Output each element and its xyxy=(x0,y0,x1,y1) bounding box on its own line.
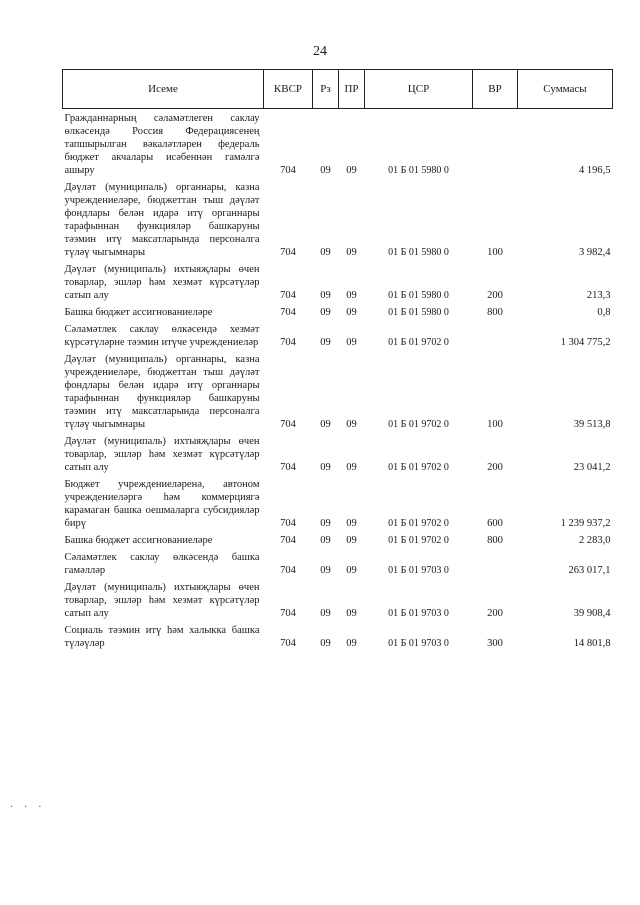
table-row xyxy=(63,578,613,621)
cell-rz: 09 xyxy=(320,608,331,619)
cell-vr: 200 xyxy=(487,462,503,473)
cell-kvsr: 704 xyxy=(280,165,296,176)
cell-name: Сәламәтлек саклау өлкәсендә башка гамәлләр xyxy=(64,552,260,576)
cell-vr: 800 xyxy=(487,535,503,546)
cell-kvsr: 704 xyxy=(280,290,296,301)
cell-rz: 09 xyxy=(320,518,331,529)
cell-pr: 09 xyxy=(346,307,357,318)
cell-kvsr: 704 xyxy=(280,565,296,576)
cell-name: Гражданнарның сәламәтлеген саклау өлкәсендә Россия Федерациясенең тапшырылган вәкаләтләрен федераль бюджет акчалары исәбеннән гамәлгә ашыру xyxy=(64,113,260,176)
header-name: Исеме xyxy=(63,70,264,109)
cell-sum: 3 982,4 xyxy=(579,247,611,258)
cell-csr: 01 Б 01 9702 0 xyxy=(388,535,449,546)
cell-name: Дәүләт (муниципаль) ихтыяҗлары өчен товарлар, эшләр һәм хезмәт күрсәтүләр сатып алу xyxy=(64,264,260,301)
page-number: 24 xyxy=(313,44,327,59)
cell-name: Дәүләт (муниципаль) органнары, казна учреждениеләре, бюджеттан тыш дәүләт фондлары белән идарә итү органнары тарафыннан функцияләр башкаруны тәэмин итү максатларында персоналга түләү чыгымнары xyxy=(64,182,260,258)
table-row xyxy=(63,432,613,475)
table-row xyxy=(63,350,613,432)
cell-vr: 100 xyxy=(487,419,503,430)
table-row xyxy=(63,178,613,260)
cell-vr: 200 xyxy=(487,290,503,301)
table-row xyxy=(63,475,613,531)
cell-vr xyxy=(473,109,518,179)
cell-rz: 09 xyxy=(320,165,331,176)
cell-kvsr: 704 xyxy=(280,247,296,258)
cell-rz: 09 xyxy=(320,337,331,348)
cell-sum: 39 513,8 xyxy=(573,419,611,430)
cell-sum: 4 196,5 xyxy=(579,165,611,176)
cell-csr: 01 Б 01 5980 0 xyxy=(388,307,449,318)
cell-csr: 01 Б 01 9702 0 xyxy=(388,518,449,529)
cell-pr: 09 xyxy=(346,462,357,473)
table-header xyxy=(63,70,613,109)
cell-rz: 09 xyxy=(320,290,331,301)
cell-pr: 09 xyxy=(346,608,357,619)
header-sum: Суммасы xyxy=(518,70,613,109)
cell-rz: 09 xyxy=(320,462,331,473)
cell-csr: 01 Б 01 9703 0 xyxy=(388,608,449,619)
cell-kvsr: 704 xyxy=(280,462,296,473)
cell-sum: 1 239 937,2 xyxy=(560,518,611,529)
cell-sum: 2 283,0 xyxy=(579,535,611,546)
cell-rz: 09 xyxy=(320,307,331,318)
cell-pr: 09 xyxy=(346,518,357,529)
header-vr: ВР xyxy=(473,70,518,109)
cell-csr: 01 Б 01 5980 0 xyxy=(388,247,449,258)
cell-sum: 0,8 xyxy=(597,307,611,318)
table-body xyxy=(63,109,613,652)
cell-pr: 09 xyxy=(346,247,357,258)
table-row xyxy=(63,303,613,320)
cell-name: Бюджет учреждениеләренә, автоном учреждениеләргә һәм коммерциягә карамаган башка оешмаларга субсидияләр бирү xyxy=(64,479,260,529)
cell-csr: 01 Б 01 9702 0 xyxy=(388,337,449,348)
table-row xyxy=(63,109,613,179)
cell-kvsr: 704 xyxy=(280,638,296,649)
scan-margin-mark: . . . xyxy=(10,798,44,810)
cell-sum: 1 304 775,2 xyxy=(560,337,611,348)
cell-pr: 09 xyxy=(346,535,357,546)
header-kvsr: КВСР xyxy=(264,70,313,109)
cell-csr: 01 Б 01 9702 0 xyxy=(388,419,449,430)
table-row xyxy=(63,531,613,548)
cell-csr: 01 Б 01 5980 0 xyxy=(388,290,449,301)
cell-name: Башка бюджет ассигнованиеләре xyxy=(64,307,213,318)
cell-rz: 09 xyxy=(320,419,331,430)
cell-sum: 263 017,1 xyxy=(568,565,611,576)
cell-kvsr: 704 xyxy=(280,535,296,546)
cell-name: Дәүләт (муниципаль) ихтыяҗлары өчен товарлар, эшләр һәм хезмәт күрсәтүләр сатып алу xyxy=(64,582,260,619)
cell-pr: 09 xyxy=(346,638,357,649)
header-pr: ПР xyxy=(339,70,365,109)
cell-pr: 09 xyxy=(346,419,357,430)
cell-rz: 09 xyxy=(320,565,331,576)
cell-sum: 39 908,4 xyxy=(573,608,611,619)
cell-pr: 09 xyxy=(346,337,357,348)
cell-vr: 200 xyxy=(487,608,503,619)
cell-vr: 600 xyxy=(487,518,503,529)
cell-vr xyxy=(473,320,518,350)
cell-kvsr: 704 xyxy=(280,518,296,529)
cell-csr: 01 Б 01 9703 0 xyxy=(388,565,449,576)
cell-vr: 800 xyxy=(487,307,503,318)
cell-name: Сәламәтлек саклау өлкәсендә хезмәт күрсәтүләрне тәэмин итүче учреждениеләр xyxy=(64,324,260,348)
cell-vr xyxy=(473,548,518,578)
header-rz: Рз xyxy=(313,70,339,109)
cell-kvsr: 704 xyxy=(280,337,296,348)
table-row xyxy=(63,621,613,651)
cell-sum: 23 041,2 xyxy=(573,462,611,473)
cell-name: Башка бюджет ассигнованиеләре xyxy=(64,535,213,546)
table-row xyxy=(63,260,613,303)
table-row xyxy=(63,320,613,350)
cell-pr: 09 xyxy=(346,290,357,301)
cell-name: Социаль тәэмин итү һәм халыкка башка түләүләр xyxy=(64,625,260,649)
cell-pr: 09 xyxy=(346,165,357,176)
cell-csr: 01 Б 01 5980 0 xyxy=(388,165,449,176)
budget-table xyxy=(62,69,613,651)
cell-name: Дәүләт (муниципаль) органнары, казна учреждениеләре, бюджеттан тыш дәүләт фондлары белән идарә итү органнары тарафыннан функцияләр башкаруны тәэмин итү максатларында персоналга түләү чыгымнары xyxy=(64,354,260,430)
cell-rz: 09 xyxy=(320,247,331,258)
table-row xyxy=(63,548,613,578)
cell-vr: 300 xyxy=(487,638,503,649)
cell-csr: 01 Б 01 9703 0 xyxy=(388,638,449,649)
cell-rz: 09 xyxy=(320,535,331,546)
cell-sum: 213,3 xyxy=(586,290,611,301)
cell-name: Дәүләт (муниципаль) ихтыяҗлары өчен товарлар, эшләр һәм хезмәт күрсәтүләр сатып алу xyxy=(64,436,260,473)
header-csr: ЦСР xyxy=(365,70,473,109)
cell-kvsr: 704 xyxy=(280,307,296,318)
cell-kvsr: 704 xyxy=(280,419,296,430)
cell-pr: 09 xyxy=(346,565,357,576)
cell-sum: 14 801,8 xyxy=(573,638,611,649)
cell-vr: 100 xyxy=(487,247,503,258)
cell-rz: 09 xyxy=(320,638,331,649)
cell-csr: 01 Б 01 9702 0 xyxy=(388,462,449,473)
cell-kvsr: 704 xyxy=(280,608,296,619)
